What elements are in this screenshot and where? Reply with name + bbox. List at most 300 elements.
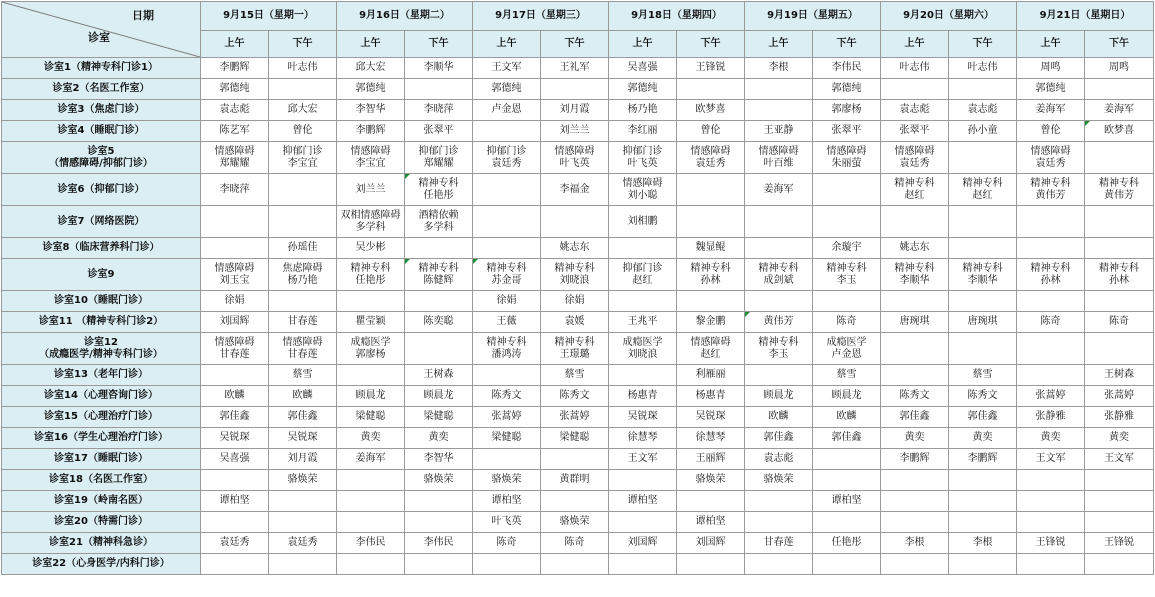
schedule-cell (745, 491, 813, 512)
doctor-name: 谭柏坚 (831, 495, 862, 506)
schedule-cell (1017, 333, 1085, 365)
schedule-cell (1017, 449, 1085, 470)
schedule-cell (541, 291, 609, 312)
clinic-type: 情感障碍 (826, 145, 867, 157)
schedule-cell (405, 533, 473, 554)
schedule-cell (337, 407, 405, 428)
doctor-name: 孙小童 (967, 125, 998, 136)
schedule-cell (337, 121, 405, 142)
schedule-cell (609, 491, 677, 512)
doctor-name: 袁廷秀 (287, 537, 318, 548)
schedule-cell (269, 312, 337, 333)
room-name-line: 诊室17（睡眠门诊） (54, 453, 148, 464)
clinic-type: 精神专科 (350, 262, 391, 274)
schedule-cell (677, 100, 745, 121)
schedule-cell (813, 533, 881, 554)
schedule-cell (473, 259, 541, 291)
schedule-cell (813, 491, 881, 512)
clinic-type: 精神专科 (894, 262, 935, 274)
doctor-name: 赵红 (904, 189, 925, 201)
doctor-name: 吴少彬 (355, 242, 386, 253)
doctor-name: 任艳彤 (831, 537, 862, 548)
table-row (2, 512, 1154, 533)
schedule-cell (473, 449, 541, 470)
schedule-cell (337, 386, 405, 407)
morning-header: 上午 (881, 31, 949, 58)
doctor-name: 李顺华 (967, 274, 998, 286)
schedule-cell (949, 333, 1017, 365)
schedule-cell (813, 238, 881, 259)
clinic-type: 情感障碍 (350, 145, 391, 157)
doctor-name: 郑耀耀 (219, 157, 250, 169)
doctor-name: 邱大宏 (287, 104, 318, 115)
doctor-name: 袁廷秀 (1035, 157, 1066, 169)
schedule-cell (813, 512, 881, 533)
room-name (2, 554, 201, 575)
schedule-cell (1085, 449, 1154, 470)
doctor-name: 李福金 (559, 183, 590, 195)
doctor-name: 黄奕 (1109, 432, 1129, 443)
schedule-cell (201, 121, 269, 142)
doctor-name: 吴锐琛 (287, 432, 318, 443)
doctor-name: 王兆平 (627, 316, 658, 327)
schedule-cell (677, 312, 745, 333)
doctor-name: 李鹏辉 (967, 453, 998, 464)
morning-header: 上午 (1017, 31, 1085, 58)
schedule-cell (1085, 79, 1154, 100)
schedule-cell (337, 470, 405, 491)
schedule-cell (677, 206, 745, 238)
doctor-name: 李智华 (423, 453, 454, 464)
doctor-name: 陈奇 (1040, 316, 1061, 327)
doctor-name: 徐娟 (564, 295, 585, 306)
doctor-name: 王锋锐 (695, 62, 726, 73)
morning-header: 上午 (201, 31, 269, 58)
schedule-cell (677, 386, 745, 407)
room-name-line: 诊室13（老年门诊） (54, 369, 148, 380)
schedule-cell (609, 470, 677, 491)
clinic-type: 情感障碍 (758, 145, 799, 157)
doctor-name: 顾晨龙 (831, 390, 862, 401)
schedule-cell (269, 291, 337, 312)
schedule-cell (745, 100, 813, 121)
schedule-table (1, 1, 1154, 575)
schedule-cell (813, 100, 881, 121)
schedule-cell (1085, 174, 1154, 206)
clinic-type: 精神专科 (554, 336, 595, 348)
schedule-cell (1017, 407, 1085, 428)
doctor-name: 谭柏坚 (695, 516, 726, 527)
schedule-cell (881, 100, 949, 121)
header-corner (2, 2, 201, 58)
doctor-name: 甘春莲 (287, 348, 318, 360)
schedule-cell (1017, 533, 1085, 554)
schedule-cell (541, 142, 609, 174)
schedule-cell (201, 259, 269, 291)
schedule-cell (949, 312, 1017, 333)
clinic-type: 成瘾医学 (350, 336, 391, 348)
schedule-cell (541, 259, 609, 291)
schedule-cell (949, 491, 1017, 512)
doctor-name: 姜海军 (1104, 104, 1134, 115)
doctor-name: 徐慧琴 (695, 432, 726, 443)
clinic-type: 精神专科 (486, 262, 527, 274)
schedule-cell (745, 259, 813, 291)
schedule-cell (881, 206, 949, 238)
schedule-cell (1017, 554, 1085, 575)
table-row (2, 79, 1154, 100)
schedule-cell (1017, 259, 1085, 291)
schedule-cell (337, 491, 405, 512)
clinic-type: 情感障碍 (214, 145, 255, 157)
schedule-cell (201, 79, 269, 100)
doctor-name: 欧麟 (224, 390, 245, 401)
doctor-name: 潘鸿涛 (491, 348, 522, 360)
schedule-cell (745, 470, 813, 491)
doctor-name: 叶飞英 (491, 516, 522, 527)
day-header: 9月19日（星期五） (745, 2, 881, 31)
doctor-name: 陈秀文 (491, 390, 522, 401)
schedule-cell (609, 533, 677, 554)
doctor-name: 周鸣 (1109, 62, 1129, 73)
doctor-name: 张蒿婷 (559, 411, 590, 422)
schedule-cell (813, 365, 881, 386)
doctor-name: 杨惠青 (627, 390, 658, 401)
doctor-name: 任艳彤 (423, 189, 454, 201)
schedule-cell (337, 174, 405, 206)
doctor-name: 陈奇 (564, 537, 585, 548)
schedule-cell (473, 79, 541, 100)
doctor-name: 刘月霞 (559, 104, 590, 115)
schedule-cell (677, 533, 745, 554)
schedule-cell (337, 428, 405, 449)
room-name (2, 58, 201, 79)
doctor-name: 蔡雪 (564, 369, 585, 380)
doctor-name: 郭德纯 (219, 83, 250, 94)
schedule-cell (949, 386, 1017, 407)
doctor-name: 徐慧琴 (627, 432, 658, 443)
doctor-name: 孙林 (1109, 274, 1129, 286)
room-name (2, 259, 201, 291)
doctor-name: 蔡雪 (972, 369, 993, 380)
schedule-cell (405, 121, 473, 142)
schedule-cell (813, 470, 881, 491)
schedule-cell (405, 312, 473, 333)
doctor-name: 陈健辉 (423, 274, 454, 286)
schedule-cell (201, 365, 269, 386)
schedule-cell (1017, 312, 1085, 333)
schedule-cell (541, 470, 609, 491)
clinic-type: 焦虑障碍 (282, 262, 323, 274)
doctor-name: 王文军 (491, 62, 522, 73)
schedule-cell (609, 121, 677, 142)
schedule-cell (949, 142, 1017, 174)
schedule-cell (405, 58, 473, 79)
room-name (2, 333, 201, 365)
room-name (2, 142, 201, 174)
clinic-type: 精神专科 (826, 262, 867, 274)
schedule-cell (269, 142, 337, 174)
schedule-cell (269, 58, 337, 79)
schedule-cell (1017, 386, 1085, 407)
room-name-line: 诊室16（学生心理治疗门诊） (34, 432, 168, 443)
afternoon-header: 下午 (677, 31, 745, 58)
schedule-cell (405, 259, 473, 291)
room-name-line: 诊室6（抑郁门诊） (57, 183, 145, 195)
schedule-cell (541, 79, 609, 100)
schedule-cell (269, 470, 337, 491)
schedule-cell (541, 533, 609, 554)
doctor-name: 张静雅 (1104, 411, 1134, 422)
day-header: 9月15日（星期一） (201, 2, 337, 31)
doctor-name: 张蒿婷 (1035, 390, 1066, 401)
schedule-cell (949, 533, 1017, 554)
clinic-type: 精神专科 (962, 262, 1003, 274)
clinic-type: 精神专科 (894, 177, 935, 189)
doctor-name: 梁健聪 (491, 432, 522, 443)
schedule-cell (541, 206, 609, 238)
clinic-type: 情感障碍 (214, 336, 255, 348)
doctor-name: 郭廖杨 (831, 104, 862, 115)
schedule-cell (745, 386, 813, 407)
room-name-line: 诊室20（特需门诊） (54, 516, 148, 527)
table-row (2, 174, 1154, 206)
schedule-cell (473, 333, 541, 365)
doctor-name: 袁廷秀 (219, 537, 250, 548)
doctor-name: 唐琬琪 (899, 316, 930, 327)
schedule-cell (541, 407, 609, 428)
doctor-name: 叶飞英 (627, 157, 658, 169)
table-row (2, 58, 1154, 79)
doctor-name: 吴锐琛 (627, 411, 658, 422)
doctor-name: 骆焕荣 (763, 474, 794, 485)
doctor-name: 黄奕 (904, 432, 925, 443)
schedule-cell (1017, 238, 1085, 259)
doctor-name: 徐娟 (224, 295, 245, 306)
schedule-cell (405, 333, 473, 365)
schedule-cell (609, 100, 677, 121)
doctor-name: 杨乃艳 (627, 104, 658, 115)
doctor-name: 郑耀耀 (423, 157, 454, 169)
doctor-name: 郭德纯 (1035, 83, 1066, 94)
doctor-name: 刘月霞 (287, 453, 318, 464)
schedule-cell (813, 428, 881, 449)
schedule-cell (269, 365, 337, 386)
schedule-cell (1085, 100, 1154, 121)
doctor-name: 袁媛 (564, 316, 585, 327)
schedule-cell (745, 291, 813, 312)
doctor-name: 李红丽 (627, 125, 658, 136)
schedule-cell (269, 100, 337, 121)
doctor-name: 李根 (972, 537, 993, 548)
schedule-cell (1017, 174, 1085, 206)
room-name (2, 491, 201, 512)
doctor-name: 黎金鹏 (695, 316, 726, 327)
doctor-name: 陈奇 (496, 537, 517, 548)
room-name (2, 512, 201, 533)
afternoon-header: 下午 (405, 31, 473, 58)
doctor-name: 多学科 (423, 221, 454, 233)
schedule-cell (813, 312, 881, 333)
schedule-cell (269, 386, 337, 407)
doctor-name: 郭佳鑫 (287, 411, 318, 422)
schedule-cell (609, 206, 677, 238)
doctor-name: 梁健聪 (559, 432, 590, 443)
schedule-cell (201, 174, 269, 206)
schedule-cell (813, 79, 881, 100)
table-row (2, 365, 1154, 386)
schedule-cell (1017, 79, 1085, 100)
schedule-cell (745, 333, 813, 365)
doctor-name: 李玉 (768, 348, 789, 360)
schedule-cell (337, 206, 405, 238)
table-row (2, 291, 1154, 312)
clinic-type: 精神专科 (690, 262, 731, 274)
schedule-cell (405, 206, 473, 238)
schedule-cell (201, 386, 269, 407)
doctor-name: 顾晨龙 (355, 390, 386, 401)
doctor-name: 赵红 (972, 189, 993, 201)
doctor-name: 曾伦 (1040, 125, 1061, 136)
schedule-cell (745, 58, 813, 79)
schedule-cell (541, 449, 609, 470)
doctor-name: 刘国辉 (219, 316, 250, 327)
doctor-name: 骆焕荣 (423, 474, 454, 485)
doctor-name: 梁健聪 (423, 411, 454, 422)
afternoon-header: 下午 (541, 31, 609, 58)
schedule-cell (269, 491, 337, 512)
schedule-cell (745, 428, 813, 449)
room-name-line: 诊室8（临床营养科门诊） (42, 242, 160, 253)
schedule-cell (1085, 312, 1154, 333)
schedule-cell (473, 491, 541, 512)
doctor-name: 李伟民 (355, 537, 386, 548)
table-row (2, 554, 1154, 575)
schedule-cell (813, 386, 881, 407)
day-header: 9月16日（星期二） (337, 2, 473, 31)
doctor-name: 卢金恩 (831, 348, 862, 360)
doctor-name: 张翠平 (831, 125, 862, 136)
room-name (2, 386, 201, 407)
schedule-cell (201, 206, 269, 238)
schedule-cell (473, 291, 541, 312)
schedule-cell (473, 365, 541, 386)
schedule-cell (609, 312, 677, 333)
schedule-cell (677, 142, 745, 174)
doctor-name: 杨乃艳 (287, 274, 318, 286)
doctor-name: 李宝宜 (355, 157, 386, 169)
doctor-name: 张蒿婷 (491, 411, 522, 422)
schedule-cell (677, 58, 745, 79)
doctor-name: 叶飞英 (559, 157, 590, 169)
clinic-type: 抑郁门诊 (622, 145, 663, 157)
schedule-cell (949, 407, 1017, 428)
schedule-cell (813, 333, 881, 365)
schedule-cell (1017, 365, 1085, 386)
clinic-type: 精神专科 (1030, 262, 1071, 274)
table-row (2, 491, 1154, 512)
schedule-cell (473, 142, 541, 174)
table-row (2, 533, 1154, 554)
doctor-name: 袁廷秀 (695, 157, 726, 169)
doctor-name: 多学科 (355, 221, 386, 233)
schedule-cell (405, 174, 473, 206)
doctor-name: 张翠平 (899, 125, 930, 136)
schedule-cell (541, 428, 609, 449)
schedule-cell (949, 58, 1017, 79)
room-name-line: 诊室18（名医工作室） (49, 474, 153, 485)
schedule-cell (405, 512, 473, 533)
schedule-cell (337, 512, 405, 533)
schedule-cell (473, 428, 541, 449)
schedule-cell (677, 238, 745, 259)
schedule-cell (1085, 491, 1154, 512)
room-name-line: 诊室9 (87, 268, 115, 280)
doctor-name: 朱丽萤 (831, 157, 862, 169)
room-name (2, 100, 201, 121)
schedule-cell (677, 259, 745, 291)
clinic-type: 抑郁门诊 (282, 145, 323, 157)
doctor-name: 郭佳鑫 (899, 411, 930, 422)
schedule-cell (405, 491, 473, 512)
room-name (2, 365, 201, 386)
doctor-name: 欧麟 (292, 390, 313, 401)
schedule-cell (201, 449, 269, 470)
schedule-cell (1017, 291, 1085, 312)
schedule-cell (269, 259, 337, 291)
schedule-cell (949, 259, 1017, 291)
room-name-line: 诊室14（心理咨询门诊） (44, 390, 158, 401)
schedule-cell (473, 121, 541, 142)
schedule-cell (881, 449, 949, 470)
clinic-type: 情感障碍 (554, 145, 595, 157)
schedule-cell (541, 312, 609, 333)
room-name (2, 121, 201, 142)
doctor-name: 黄奕 (1040, 432, 1061, 443)
schedule-cell (1085, 407, 1154, 428)
doctor-name: 张蒿婷 (1104, 390, 1134, 401)
clinic-type: 精神专科 (418, 262, 459, 274)
doctor-name: 蔡雪 (836, 369, 857, 380)
schedule-cell (949, 365, 1017, 386)
room-name-line: 诊室22（心身医学/内科门诊） (32, 558, 170, 569)
schedule-cell (609, 333, 677, 365)
doctor-name: 李鹏辉 (899, 453, 930, 464)
schedule-cell (1085, 512, 1154, 533)
schedule-cell (337, 291, 405, 312)
schedule-cell (881, 491, 949, 512)
schedule-cell (745, 312, 813, 333)
schedule-cell (677, 470, 745, 491)
clinic-type: 精神专科 (1030, 177, 1071, 189)
schedule-cell (949, 512, 1017, 533)
schedule-cell (881, 407, 949, 428)
clinic-type: 精神专科 (486, 336, 527, 348)
doctor-name: 魏显鲲 (695, 242, 726, 253)
doctor-name: 王礼军 (559, 62, 590, 73)
schedule-cell (813, 259, 881, 291)
doctor-name: 李顺华 (423, 62, 454, 73)
doctor-name: 欧麟 (836, 411, 857, 422)
schedule-cell (405, 291, 473, 312)
clinic-type: 精神专科 (758, 336, 799, 348)
schedule-cell (881, 312, 949, 333)
doctor-name: 吴锐琛 (219, 432, 250, 443)
doctor-name: 欧梦喜 (695, 104, 726, 115)
schedule-cell (269, 79, 337, 100)
schedule-cell (745, 449, 813, 470)
doctor-name: 谭柏坚 (491, 495, 522, 506)
